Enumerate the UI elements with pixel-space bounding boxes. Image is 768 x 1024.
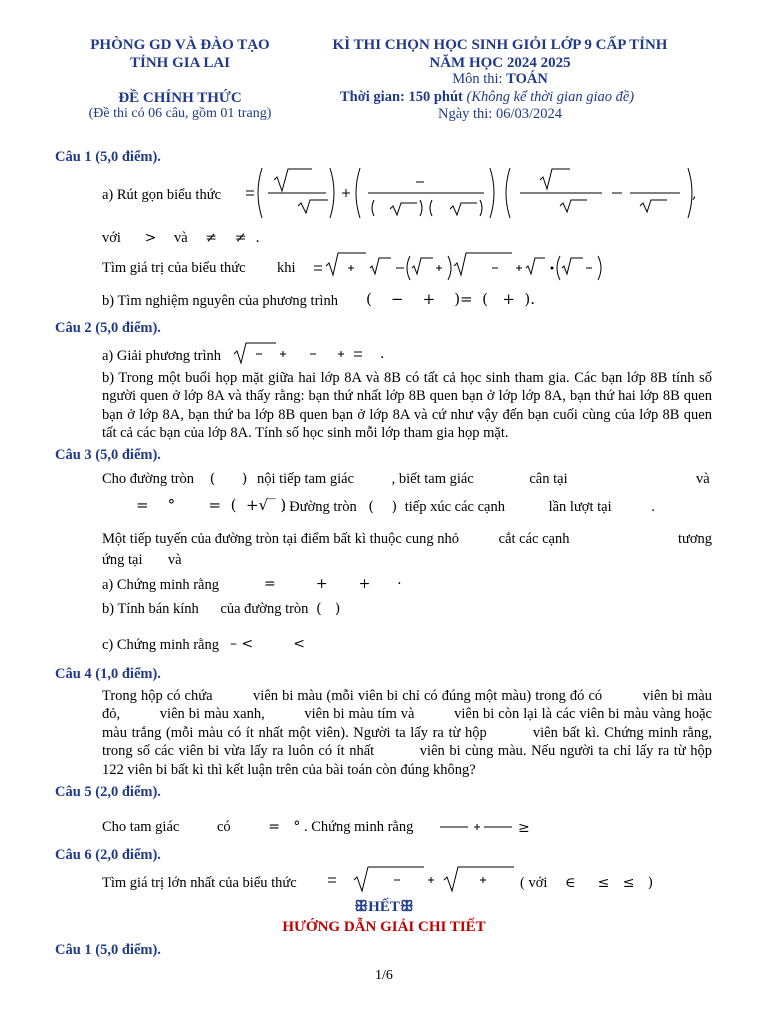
q3-part-b-label: b) Tính bán kính bbox=[102, 601, 199, 617]
q3-part-b-circle: của đường tròn bbox=[220, 601, 309, 617]
q3-tangent-sides: tiếp xúc các cạnh bbox=[404, 499, 505, 515]
q5-given-triangle: Cho tam giác bbox=[102, 819, 180, 835]
q3-part-c: c) Chứng minh rằng bbox=[102, 637, 219, 653]
q1-condition-symbols-1: > bbox=[144, 230, 157, 246]
time-note: (Không kể thời gian giao đề) bbox=[466, 89, 635, 105]
q3-isosceles-at: cân tại bbox=[529, 471, 568, 487]
school-year: NĂM HỌC 2024 2025 bbox=[429, 55, 571, 71]
q3-line-4: ứng tại và bbox=[102, 552, 182, 568]
q5-inequality bbox=[438, 818, 534, 838]
solution-title: HƯỚNG DẪN GIẢI CHI TIẾT bbox=[282, 919, 486, 935]
time-line bbox=[340, 89, 634, 106]
q3-part-b-paren: ( ) bbox=[316, 601, 341, 617]
q1-condition-and: và bbox=[173, 230, 188, 246]
question-3-title: Câu 3 (5,0 điểm). bbox=[55, 447, 161, 463]
q6-expression bbox=[326, 864, 516, 892]
department-name: PHÒNG GD VÀ ĐÀO TẠO bbox=[90, 37, 270, 53]
q5-angle: = ° bbox=[268, 819, 301, 835]
q3-respectively-at: lần lượt tại bbox=[548, 499, 612, 515]
exam-info-note: (Đề thi có 06 câu, gồm 01 trang) bbox=[88, 106, 272, 121]
q3-period: . bbox=[651, 499, 655, 515]
question-6-title: Câu 6 (2,0 điểm). bbox=[55, 847, 161, 863]
question-4-title: Câu 4 (1,0 điểm). bbox=[55, 666, 161, 682]
q3-angle-condition: = ° = ( +√‾ ) bbox=[136, 496, 287, 514]
q3-given-isosceles: , biết tam giác bbox=[391, 471, 474, 487]
q1-find-value-label: Tìm giá trị của biểu thức bbox=[102, 260, 246, 276]
q6-condition-with: ( với bbox=[520, 875, 548, 891]
q4-body: Trong hộp có chứa viên bi màu (mỗi viên bi chỉ có đúng một màu) trong đó có viên bi màu đỏ, viên bi màu xanh, viên bi màu tím và viên bi còn lại là các viên bi màu vàng hoặc màu trắng (mỗi màu có ít nhất một viên). Người ta lấy ra từ hộp viên bất kì. Chứng minh rằng, trong số các viên bi vừa lấy ra luôn có ít nhất viên bi cùng màu. Nếu người ta chỉ lấy ra từ hộp 122 viên bi bất kì thì kết luận trên của bài toán còn đúng không? bbox=[102, 688, 749, 778]
svg-text:,: , bbox=[692, 186, 697, 202]
q3-part-b bbox=[102, 600, 340, 618]
time-limit: Thời gian: 150 phút bbox=[340, 89, 467, 105]
q6-condition-symbols: ∈ ≤ ≤ ) bbox=[565, 875, 654, 891]
q3-corresponding: tương bbox=[678, 531, 713, 547]
exam-title: KÌ THI CHỌN HỌC SINH GIỎI LỚP 9 CẤP TỈNH bbox=[332, 37, 668, 53]
q3-part-a-equation: = + + · bbox=[264, 576, 402, 592]
q1-value-formula bbox=[312, 250, 612, 280]
exam-date: Ngày thi: 06/03/2024 bbox=[437, 106, 563, 122]
question-2-title: Câu 2 (5,0 điểm). bbox=[55, 320, 161, 336]
q3-circle-label: . Đường tròn bbox=[282, 499, 357, 515]
q3-inscribed: nội tiếp tam giác bbox=[256, 471, 354, 487]
q3-part-c-inequality: – < < bbox=[230, 636, 305, 652]
q2-equation bbox=[232, 342, 392, 366]
svg-text:≥: ≥ bbox=[518, 820, 530, 836]
q5-has: có bbox=[216, 819, 231, 835]
q1-when-label: khi bbox=[277, 260, 296, 276]
q3-tangent-line: Một tiếp tuyến của đường tròn tại điểm bất kì thuộc cung nhỏ bbox=[102, 531, 460, 547]
q5-body bbox=[102, 818, 413, 836]
province-name: TỈNH GIA LAI bbox=[129, 55, 231, 71]
q1-condition-with: với bbox=[102, 230, 121, 246]
subject-name: TOÁN bbox=[506, 71, 548, 87]
q1-expression-formula bbox=[240, 162, 700, 220]
q1-part-b: b) Tìm nghiệm nguyên của phương trình bbox=[102, 293, 338, 309]
q1-part-a-label: a) Rút gọn biểu thức bbox=[102, 187, 222, 203]
official-exam-label: ĐỀ CHÍNH THỨC bbox=[118, 90, 242, 106]
q1-part-b-equation: ( − + )= ( + ). bbox=[366, 290, 536, 308]
subject-line bbox=[300, 71, 700, 88]
solution-question-1-title: Câu 1 (5,0 điểm). bbox=[55, 942, 161, 958]
subject-prefix: Môn thi: bbox=[452, 71, 507, 87]
q6-body: Tìm giá trị lớn nhất của biểu thức bbox=[102, 875, 297, 891]
q1-condition-symbols-2: ≠ ≠ . bbox=[205, 230, 260, 246]
end-mark: ꕥHẾTꕥ bbox=[354, 899, 414, 915]
q3-circle-paren-2: ( ) bbox=[368, 499, 398, 515]
q2-part-b: b) Trong một buổi họp mặt giữa hai lớp 8A và 8B có tất cả học sinh tham gia. Các bạn lớp 8B tính số người quen ở lớp 8A và thấy rằng: bạn thứ nhất lớp 8B quen bạn ở lớp lớp 8A, bạn thứ hai lớp 8B quen bạn ở lớp 8A, bạn thứ ba lớp 8B quen bạn ở lớp 8A và cứ như vậy đến bạn cuối cùng của lớp 8B quen tất cả các bạn của lớp 8A. Tính số học sinh mỗi lớp tham gia họp mặt. bbox=[102, 370, 712, 442]
q3-line-3 bbox=[102, 530, 714, 548]
q1-condition bbox=[102, 229, 260, 247]
q3-circle-paren: ( ) bbox=[209, 471, 248, 487]
q6-condition bbox=[520, 874, 653, 892]
q3-line-2 bbox=[282, 498, 655, 516]
question-5-title: Câu 5 (2,0 điểm). bbox=[55, 784, 161, 800]
q3-cuts-sides: cắt các cạnh bbox=[498, 531, 570, 547]
page-number: 1/6 bbox=[375, 968, 393, 983]
q3-and: và bbox=[696, 471, 710, 487]
q5-prove: . Chứng minh rằng bbox=[303, 819, 414, 835]
svg-text:.: . bbox=[380, 346, 385, 362]
q3-part-a: a) Chứng minh rằng bbox=[102, 577, 219, 593]
question-1-title: Câu 1 (5,0 điểm). bbox=[55, 149, 161, 165]
q3-line-1 bbox=[102, 470, 714, 488]
q2-part-a: a) Giải phương trình bbox=[102, 348, 222, 364]
q3-given-circle: Cho đường tròn bbox=[102, 471, 195, 487]
